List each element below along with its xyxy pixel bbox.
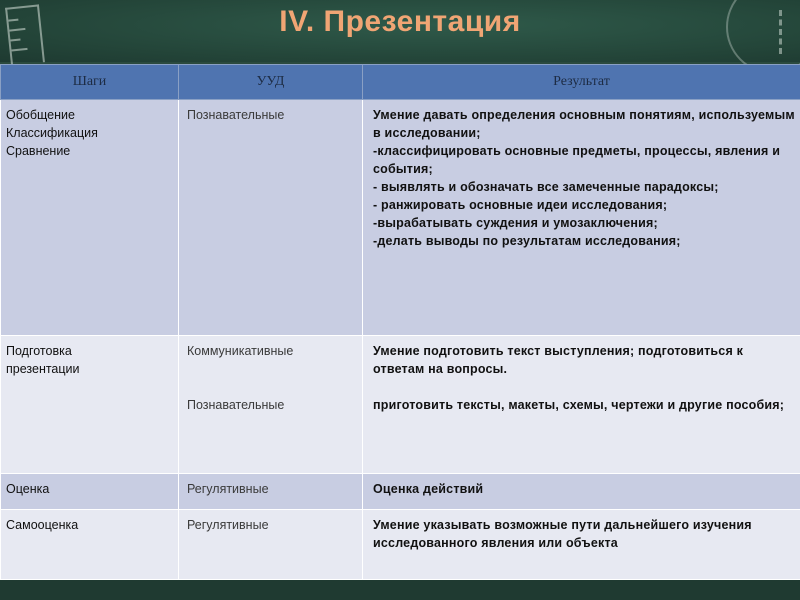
step-cell	[1, 336, 179, 474]
result-line: Умение давать определения основным понятиям, используемым в исследовании;	[373, 108, 795, 140]
table-row	[1, 336, 800, 474]
uud-line: Познавательные	[187, 108, 285, 122]
result-line: - ранжировать основные идеи исследования;	[373, 198, 668, 212]
table-row	[1, 510, 800, 580]
slide-title: IV. Презентация	[279, 5, 521, 38]
uud-line: Коммуникативные	[187, 344, 294, 358]
result-line: Умение указывать возможные пути дальнейшего изучения исследованного явления или объекта	[373, 518, 752, 550]
step-line: Обобщение	[6, 108, 75, 122]
step-cell	[1, 510, 179, 580]
step-line: Оценка	[6, 482, 50, 496]
result-line: Оценка действий	[373, 482, 484, 496]
chalkboard-header	[0, 0, 800, 62]
header-uud: УУД	[179, 65, 363, 100]
uud-line: Регулятивные	[187, 518, 269, 532]
uud-line: Познавательные	[187, 398, 285, 412]
header-steps: Шаги	[1, 65, 179, 100]
uud-cell	[179, 474, 363, 510]
step-cell	[1, 474, 179, 510]
result-line: -вырабатывать суждения и умозаключения;	[373, 216, 658, 230]
step-line: Классификация	[6, 126, 98, 140]
table-row	[1, 100, 800, 336]
uud-line: Регулятивные	[187, 482, 269, 496]
step-line: Сравнение	[6, 144, 71, 158]
chalkboard-footer	[0, 580, 800, 600]
result-line: приготовить тексты, макеты, схемы, чертежи и другие пособия;	[373, 398, 785, 412]
step-line: Подготовка	[6, 344, 72, 358]
result-line: -делать выводы по результатам исследования;	[373, 234, 681, 248]
result-line: - выявлять и обозначать все замеченные парадоксы;	[373, 180, 719, 194]
step-line: Самооценка	[6, 518, 79, 532]
result-cell	[363, 336, 800, 474]
step-cell	[1, 100, 179, 336]
result-line: -классифицировать основные предметы, процессы, явления и события;	[373, 144, 781, 176]
uud-cell	[179, 336, 363, 474]
result-line: Умение подготовить текст выступления; подготовиться к ответам на вопросы.	[373, 344, 744, 376]
header-result: Результат	[363, 65, 800, 100]
uud-cell	[179, 100, 363, 336]
result-cell	[363, 100, 800, 336]
step-line: презентации	[6, 362, 80, 376]
result-cell	[363, 510, 800, 580]
table-header-row	[1, 65, 800, 100]
uud-cell	[179, 510, 363, 580]
table-row	[1, 474, 800, 510]
steps-table	[0, 64, 800, 580]
result-cell	[363, 474, 800, 510]
